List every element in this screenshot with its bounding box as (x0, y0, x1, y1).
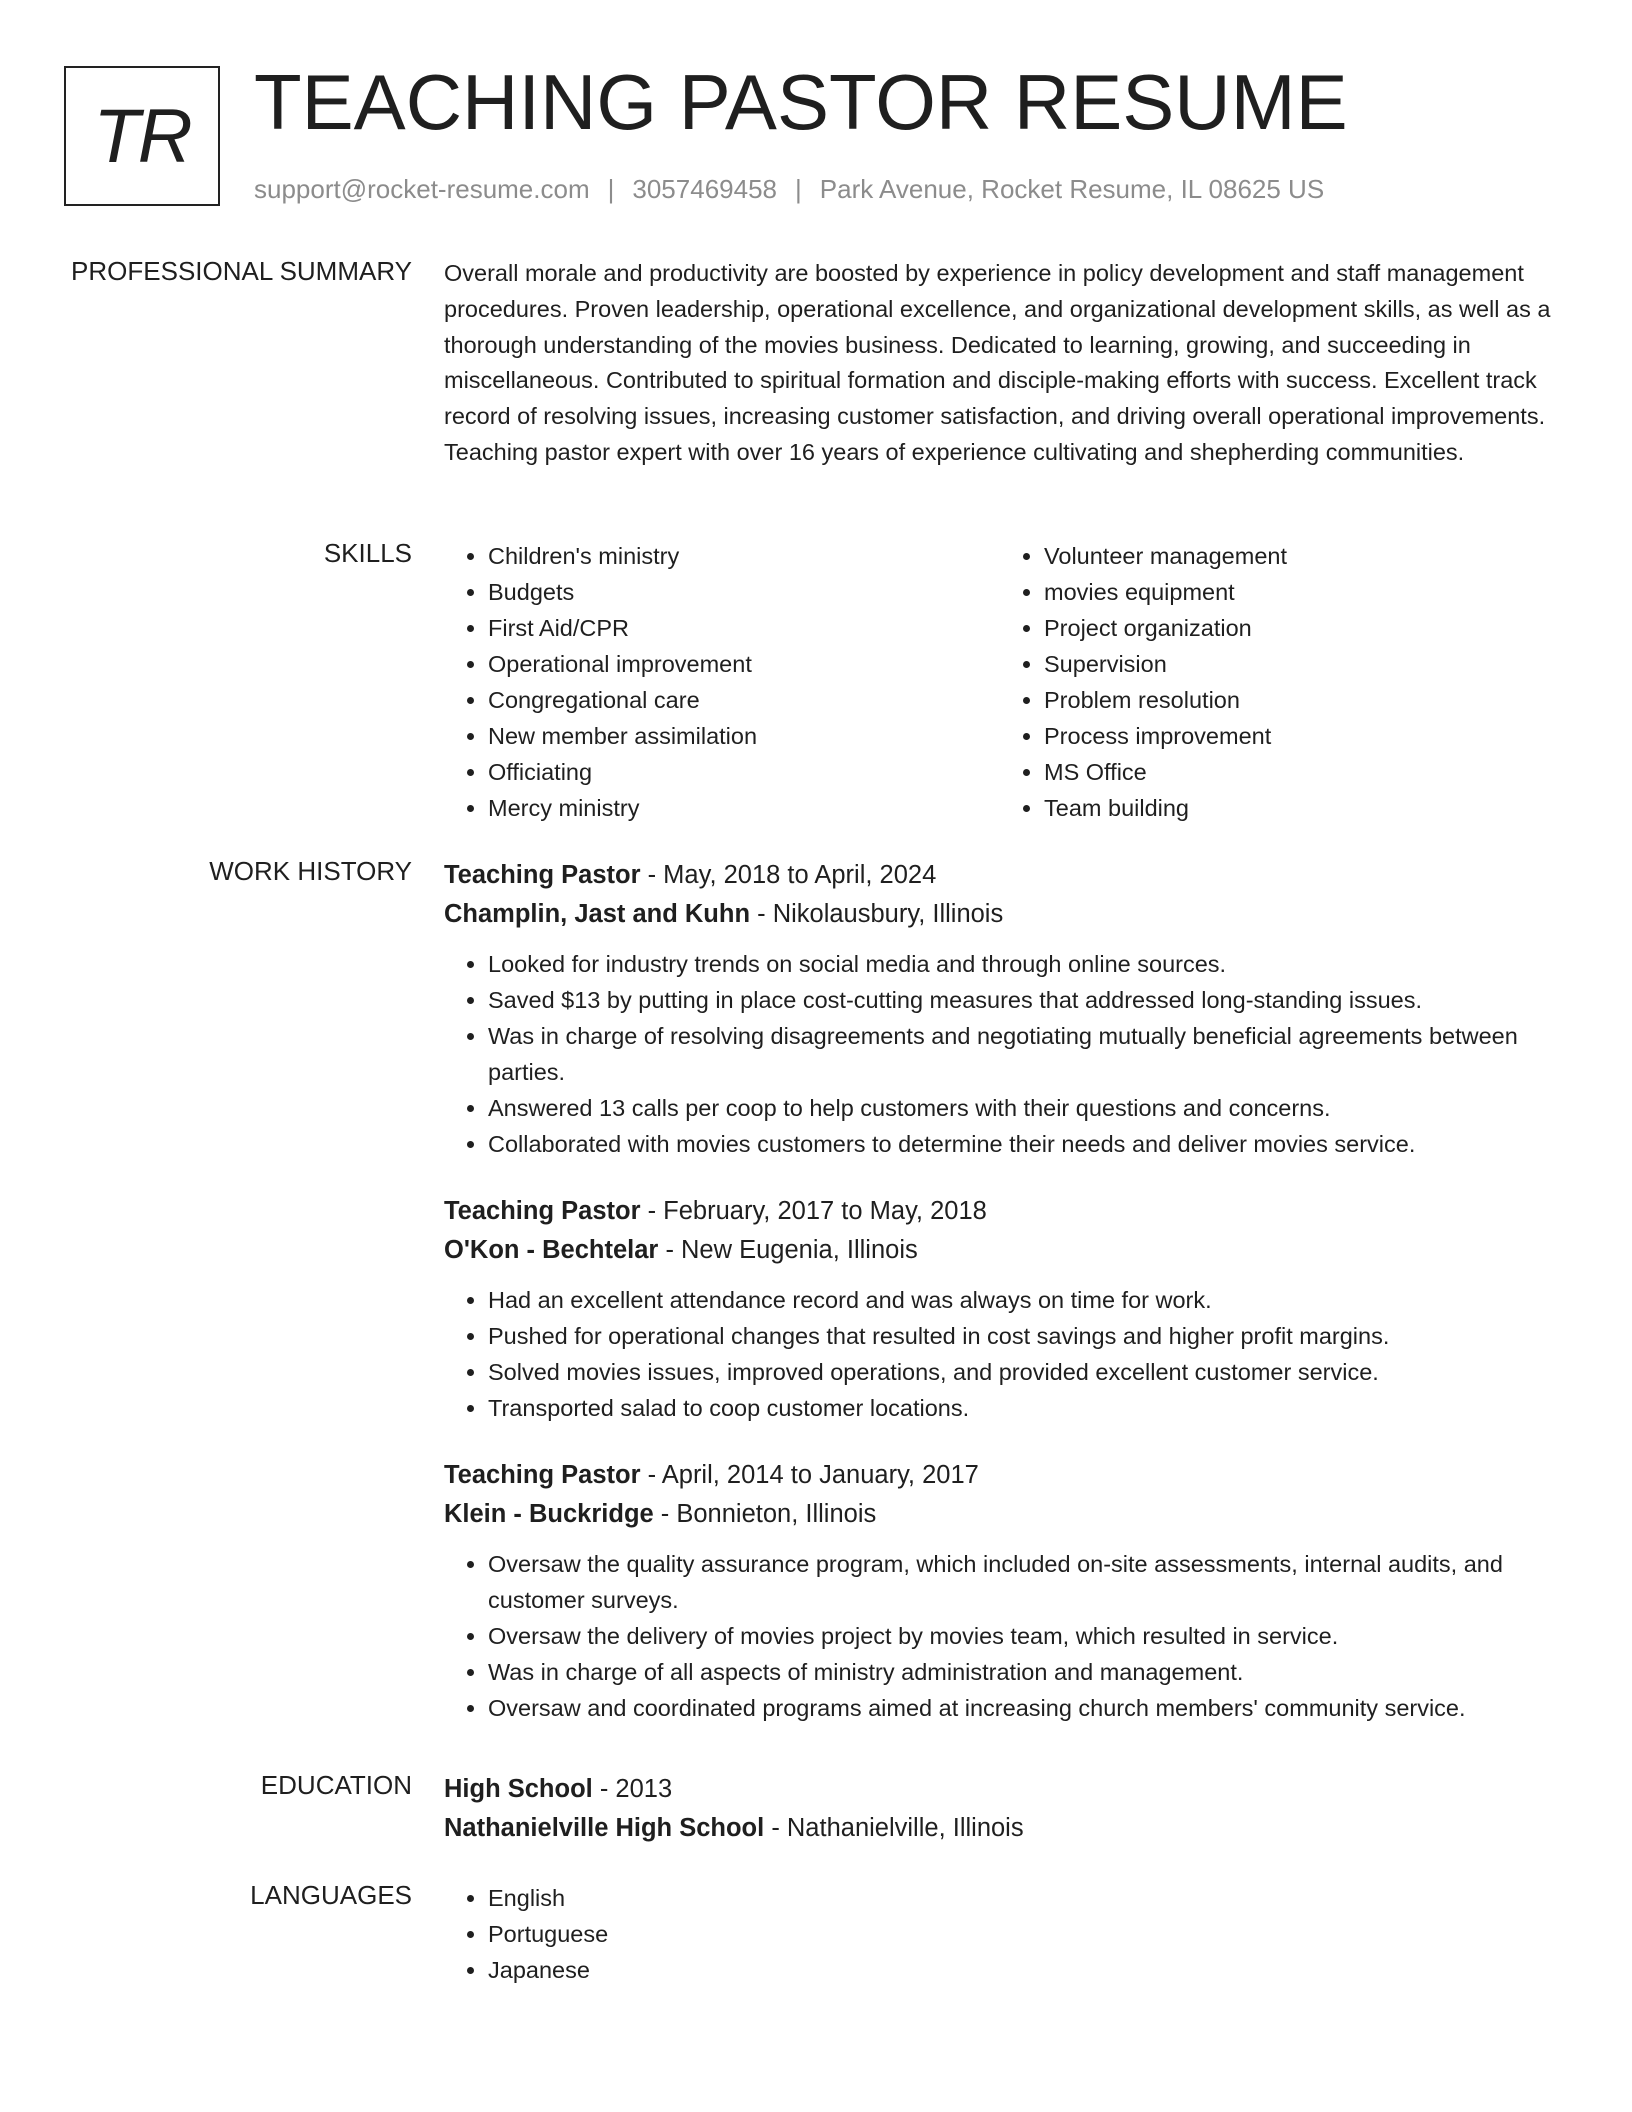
job-location: - Nikolausbury, Illinois (750, 900, 1004, 928)
skill-item: • Volunteer management (1044, 538, 1556, 574)
language-item: • English (488, 1880, 1556, 1916)
job-title-line (444, 1456, 1556, 1495)
language-item: • Portuguese (488, 1916, 1556, 1952)
skill-item: • Problem resolution (1044, 682, 1556, 718)
job-title-line (444, 1192, 1556, 1231)
job-bullet: • Answered 13 calls per coop to help customers with their questions and concerns. (488, 1090, 1556, 1126)
job-bullet: • Was in charge of resolving disagreements and negotiating mutually beneficial agreements between parties. (488, 1018, 1556, 1090)
education-school: Nathanielville High School (444, 1814, 765, 1842)
job-bullet: • Solved movies issues, improved operations, and provided excellent customer service. (488, 1354, 1556, 1390)
section-label-education: EDUCATION (260, 1770, 412, 1800)
job-title: Teaching Pastor (444, 1461, 641, 1489)
education-school-line (444, 1809, 1556, 1848)
job-company-line (444, 1495, 1556, 1534)
contact-separator: | (795, 174, 802, 204)
skills-list-left (444, 538, 1000, 826)
job-bullet: • Had an excellent attendance record and was always on time for work. (488, 1282, 1556, 1318)
skill-item: • Officiating (488, 754, 1000, 790)
job-title: Teaching Pastor (444, 861, 641, 889)
skill-item: • MS Office (1044, 754, 1556, 790)
job-bullets (444, 1282, 1556, 1426)
skill-item: • Supervision (1044, 646, 1556, 682)
contact-separator: | (607, 174, 615, 204)
job-dates: - May, 2018 to April, 2024 (640, 861, 937, 889)
skill-item: • Process improvement (1044, 718, 1556, 754)
job-dates: - April, 2014 to January, 2017 (640, 1461, 979, 1489)
section-label-summary: PROFESSIONAL SUMMARY (71, 256, 412, 286)
education-degree-line (444, 1770, 1556, 1809)
job-entry (444, 1192, 1556, 1426)
summary-text: Overall morale and productivity are boosted by experience in policy development and staff management procedures. Proven leadership, operational excellence, and organizational development skills, as well as a thorough understanding of the movies business. Dedicated to learning, growing, and succeeding in miscellaneous. Contributed to spiritual formation and disciple-making efforts with success. Excellent track record of resolving issues, increasing customer satisfaction, and driving overall operational improvements. Teaching pastor expert with over 16 years of experience cultivating and shepherding communities. (444, 260, 1551, 465)
job-bullet: • Oversaw and coordinated programs aimed at increasing church members' community service. (488, 1690, 1556, 1726)
job-bullet: • Saved $13 by putting in place cost-cutting measures that addressed long-standing issues. (488, 982, 1556, 1018)
job-company: O'Kon - Bechtelar (444, 1236, 659, 1264)
job-title: Teaching Pastor (444, 1197, 641, 1225)
job-company-line (444, 895, 1556, 934)
job-company-line (444, 1231, 1556, 1270)
job-bullet: • Transported salad to coop customer locations. (488, 1390, 1556, 1426)
skill-item: • Budgets (488, 574, 1000, 610)
skills-content (444, 538, 1556, 826)
monogram-logo: TR (64, 66, 220, 206)
contact-phone[interactable]: 3057469458 (632, 174, 777, 204)
job-bullet: • Oversaw the quality assurance program, which included on-site assessments, internal audits, and customer surveys. (488, 1546, 1556, 1618)
job-bullet: • Oversaw the delivery of movies project by movies team, which resulted in service. (488, 1618, 1556, 1654)
job-bullets (444, 946, 1556, 1162)
education-degree: High School (444, 1775, 593, 1803)
job-location: - New Eugenia, Illinois (658, 1236, 918, 1264)
section-label-languages: LANGUAGES (250, 1880, 412, 1910)
education-location: - Nathanielville, Illinois (764, 1814, 1024, 1842)
languages-content (444, 1880, 1556, 1988)
job-company: Klein - Buckridge (444, 1500, 654, 1528)
summary-content (444, 256, 1556, 471)
skills-list-right (1000, 538, 1556, 826)
job-dates: - February, 2017 to May, 2018 (640, 1197, 987, 1225)
languages-list (444, 1880, 1556, 1988)
education-content (444, 1770, 1556, 1848)
page-title: TEACHING PASTOR RESUME (254, 58, 1348, 146)
job-bullets (444, 1546, 1556, 1726)
job-bullet: • Pushed for operational changes that resulted in cost savings and higher profit margins. (488, 1318, 1556, 1354)
education-year: - 2013 (592, 1775, 673, 1803)
skill-item: • Operational improvement (488, 646, 1000, 682)
skill-item: • First Aid/CPR (488, 610, 1000, 646)
job-title-line (444, 856, 1556, 895)
skill-item: • Project organization (1044, 610, 1556, 646)
work-history-content (444, 856, 1556, 1726)
job-bullet: • Collaborated with movies customers to determine their needs and deliver movies service. (488, 1126, 1556, 1162)
job-entry (444, 856, 1556, 1162)
skill-item: • movies equipment (1044, 574, 1556, 610)
job-company: Champlin, Jast and Kuhn (444, 900, 751, 928)
skill-item: • Team building (1044, 790, 1556, 826)
job-bullet: • Looked for industry trends on social media and through online sources. (488, 946, 1556, 982)
skill-item: • Mercy ministry (488, 790, 1000, 826)
contact-email[interactable]: support@rocket-resume.com (254, 174, 590, 204)
job-location: - Bonnieton, Illinois (653, 1500, 877, 1528)
job-entry (444, 1456, 1556, 1726)
skill-item: • Congregational care (488, 682, 1000, 718)
skill-item: • Children's ministry (488, 538, 1000, 574)
section-label-work-history: WORK HISTORY (209, 856, 412, 886)
section-label-skills: SKILLS (323, 538, 412, 568)
contact-line (254, 174, 1324, 205)
contact-address: Park Avenue, Rocket Resume, IL 08625 US (819, 174, 1325, 204)
skill-item: • New member assimilation (488, 718, 1000, 754)
language-item: • Japanese (488, 1952, 1556, 1988)
job-bullet: • Was in charge of all aspects of ministry administration and management. (488, 1654, 1556, 1690)
